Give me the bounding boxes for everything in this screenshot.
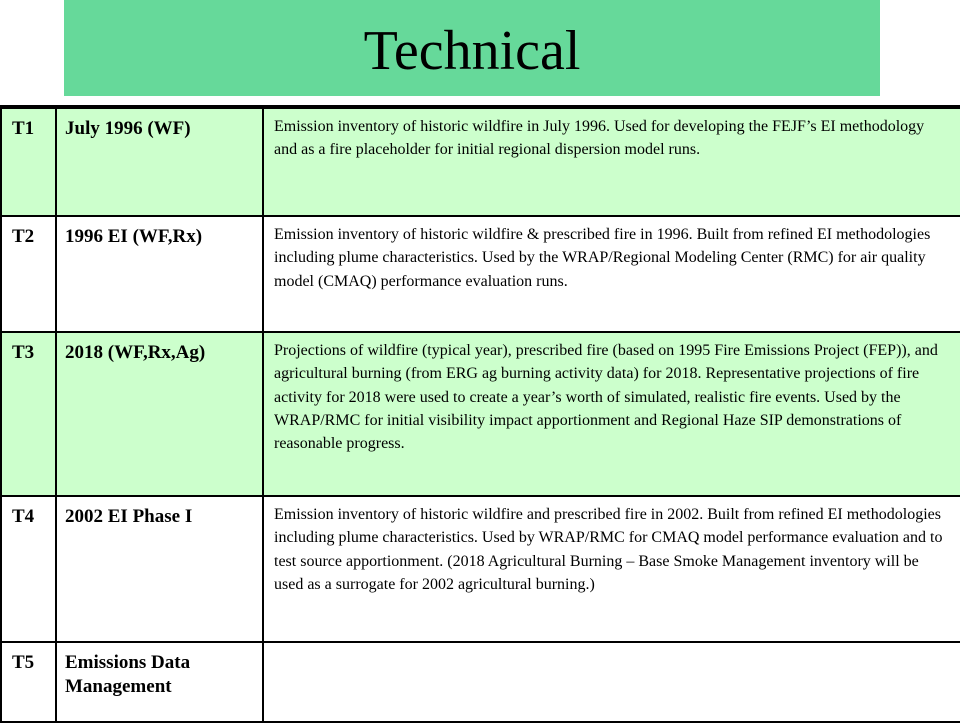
row-id: T2 [12, 226, 35, 247]
row-id: T3 [12, 342, 35, 363]
row-description-cell [263, 332, 960, 496]
row-id: T1 [12, 118, 35, 139]
row-id-cell [1, 216, 56, 332]
row-id-cell [1, 496, 56, 642]
row-name: Emissions Data Management [65, 652, 191, 697]
row-description: Emission inventory of historic wildfire in July 1996. Used for developing the FEJF’s EI methodology and as a fire placeholder for initial regional dispersion model runs. [274, 118, 925, 159]
row-name-cell [56, 107, 263, 216]
row-name: 1996 EI (WF,Rx) [65, 226, 203, 247]
row-name: July 1996 (WF) [65, 118, 191, 139]
table-row [1, 496, 960, 642]
title-banner [64, 0, 880, 96]
row-description: Emission inventory of historic wildfire & prescribed fire in 1996. Built from refined EI methodologies including plume characteristics. Used by the WRAP/Regional Modeling Center (RMC) for air quality model (CMAQ) performance evaluation runs. [274, 226, 931, 290]
technical-table [0, 105, 960, 723]
table-row [1, 107, 960, 216]
row-id-cell [1, 107, 56, 216]
row-id-cell [1, 642, 56, 722]
row-id: T4 [12, 506, 35, 527]
row-name-cell [56, 332, 263, 496]
row-name-cell [56, 216, 263, 332]
row-name-cell [56, 496, 263, 642]
row-description-cell [263, 107, 960, 216]
row-description-cell [263, 496, 960, 642]
table-row [1, 642, 960, 722]
row-description-cell [263, 642, 960, 722]
row-name-cell [56, 642, 263, 722]
row-id-cell [1, 332, 56, 496]
row-name: 2018 (WF,Rx,Ag) [65, 342, 206, 363]
row-id: T5 [12, 652, 35, 673]
row-description: Projections of wildfire (typical year), prescribed fire (based on 1995 Fire Emissions Project (FEP)), and agricultural burning (from ERG ag burning activity data) for 2018. Representative projections of fire activity for 2018 were used to create a year’s worth of simulated, realistic fire events. Used by the WRAP/RMC for initial visibility impact apportionment and Regional Haze SIP demonstrations of reasonable progress. [274, 342, 938, 453]
row-description [264, 643, 960, 657]
row-description-cell [263, 216, 960, 332]
row-description: Emission inventory of historic wildfire and prescribed fire in 2002. Built from refined EI methodologies including plume characteristics. Used by WRAP/RMC for CMAQ model performance evaluation and to test source apportionment. (2018 Agricultural Burning – Base Smoke Management inventory will be used as a surrogate for 2002 agricultural burning.) [274, 506, 943, 593]
row-name: 2002 EI Phase I [65, 506, 193, 527]
table-row [1, 216, 960, 332]
slide-title: Technical [363, 20, 581, 82]
table-row [1, 332, 960, 496]
